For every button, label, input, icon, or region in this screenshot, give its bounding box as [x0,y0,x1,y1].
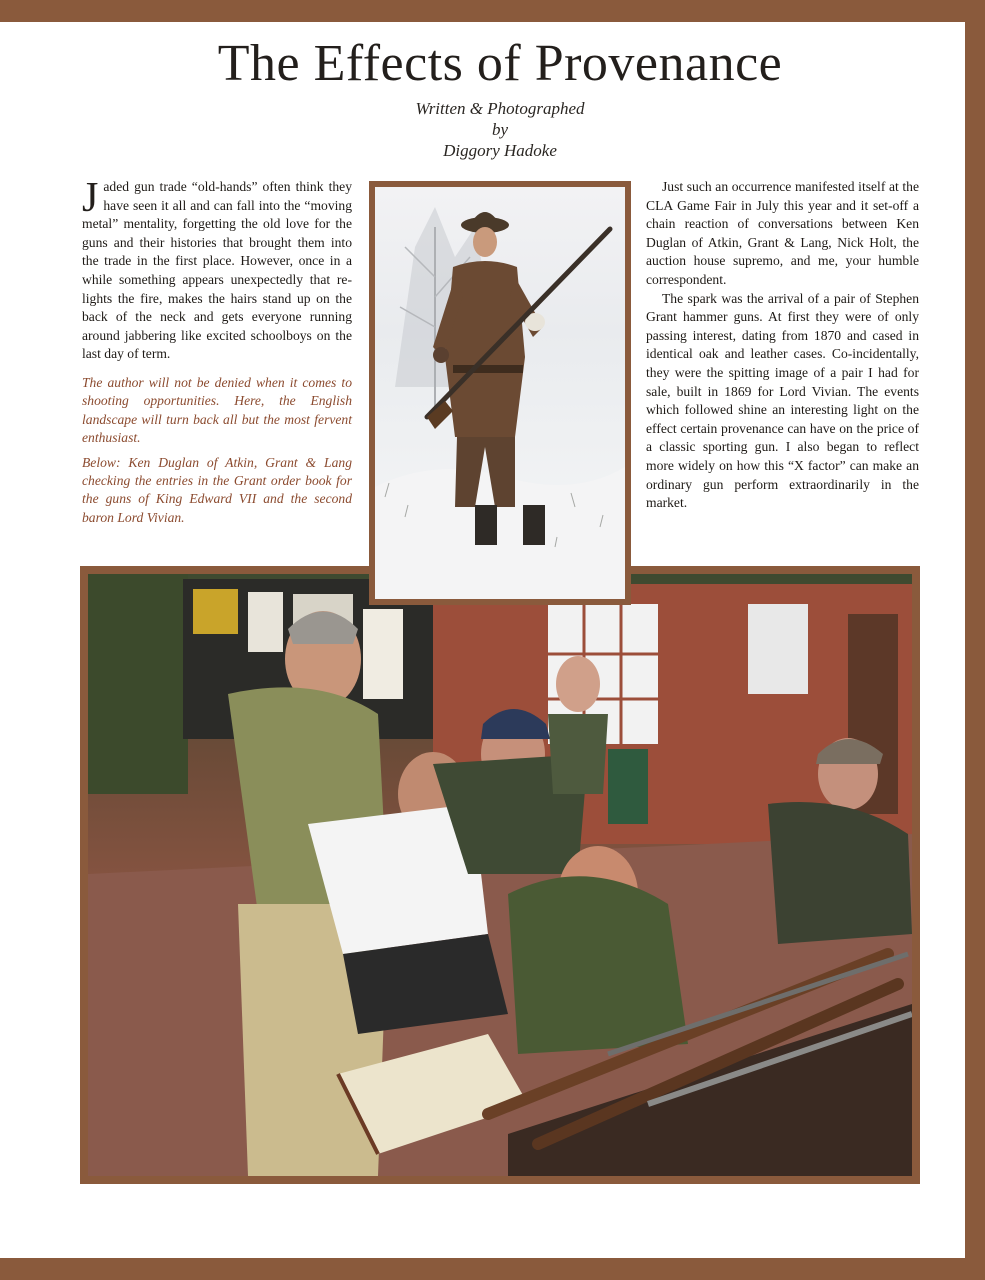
photo-caption-bottom: Below: Ken Duglan of Atkin, Grant & Lang checking the entries in the Grant order book for the guns of King Edward VII and the second baron Lord Vivian. [82,454,352,525]
photo-men-examining-guns [88,574,912,1176]
byline [0,98,985,161]
byline-by: by [491,120,509,139]
intro-text: aded gun trade “old-hands” often think they have seen it all and can fall into the “moving metal” mentality, forgetting the old love for the guns and their histories that brought them into the trade in the first place. However, once in a while something appears unexpectedly that re-lights the fire, makes the hairs stand up on the back of the neck and gets everyone running around jabbering like excited schoolboys on the last day of term. [82,179,352,362]
right-column [646,178,919,513]
photo-frame-hunter [369,181,631,605]
left-column [82,175,352,527]
byline-author: Diggory Hadoke [443,141,557,160]
photo-hunter-in-snow [375,187,625,599]
intro-paragraph [82,175,352,364]
hunter-illustration [375,187,625,599]
photo-caption-top: The author will not be denied when it comes to shooting opportunities. Here, the English landscape will turn back all but the most fervent enthusiast. [82,374,352,446]
body-paragraph-1: Just such an occurrence manifested itself at the CLA Game Fair in July this year and it set-off a chain reaction of conversations between Ken Duglan of Atkin, Grant & Lang, Nick Holt, the auction house supremo, and me, your humble correspondent. [646,179,919,287]
body-paragraph-2: The spark was the arrival of a pair of Stephen Grant hammer guns. At first they were of only passing interest, dating from 1870 and cased in identical oak and leather cases. Co-incidentally, they were the spitting image of a pair I had for sale, built in 1869 for Lord Vivian. The events which followed shine an interesting light on the effect certain provenance can have on the price of a classic sporting gun. I also began to reflect more widely on how this “X factor” can make an ordinary gun perform extraordinarily in the market. [646,290,919,511]
byline-credit: Written & Photographed [415,99,585,118]
photo-frame-gun-inspection [80,566,920,1184]
gun-inspection-illustration [88,574,912,1176]
article-title: The Effects of Provenance [217,35,783,92]
drop-cap: J [82,175,99,221]
